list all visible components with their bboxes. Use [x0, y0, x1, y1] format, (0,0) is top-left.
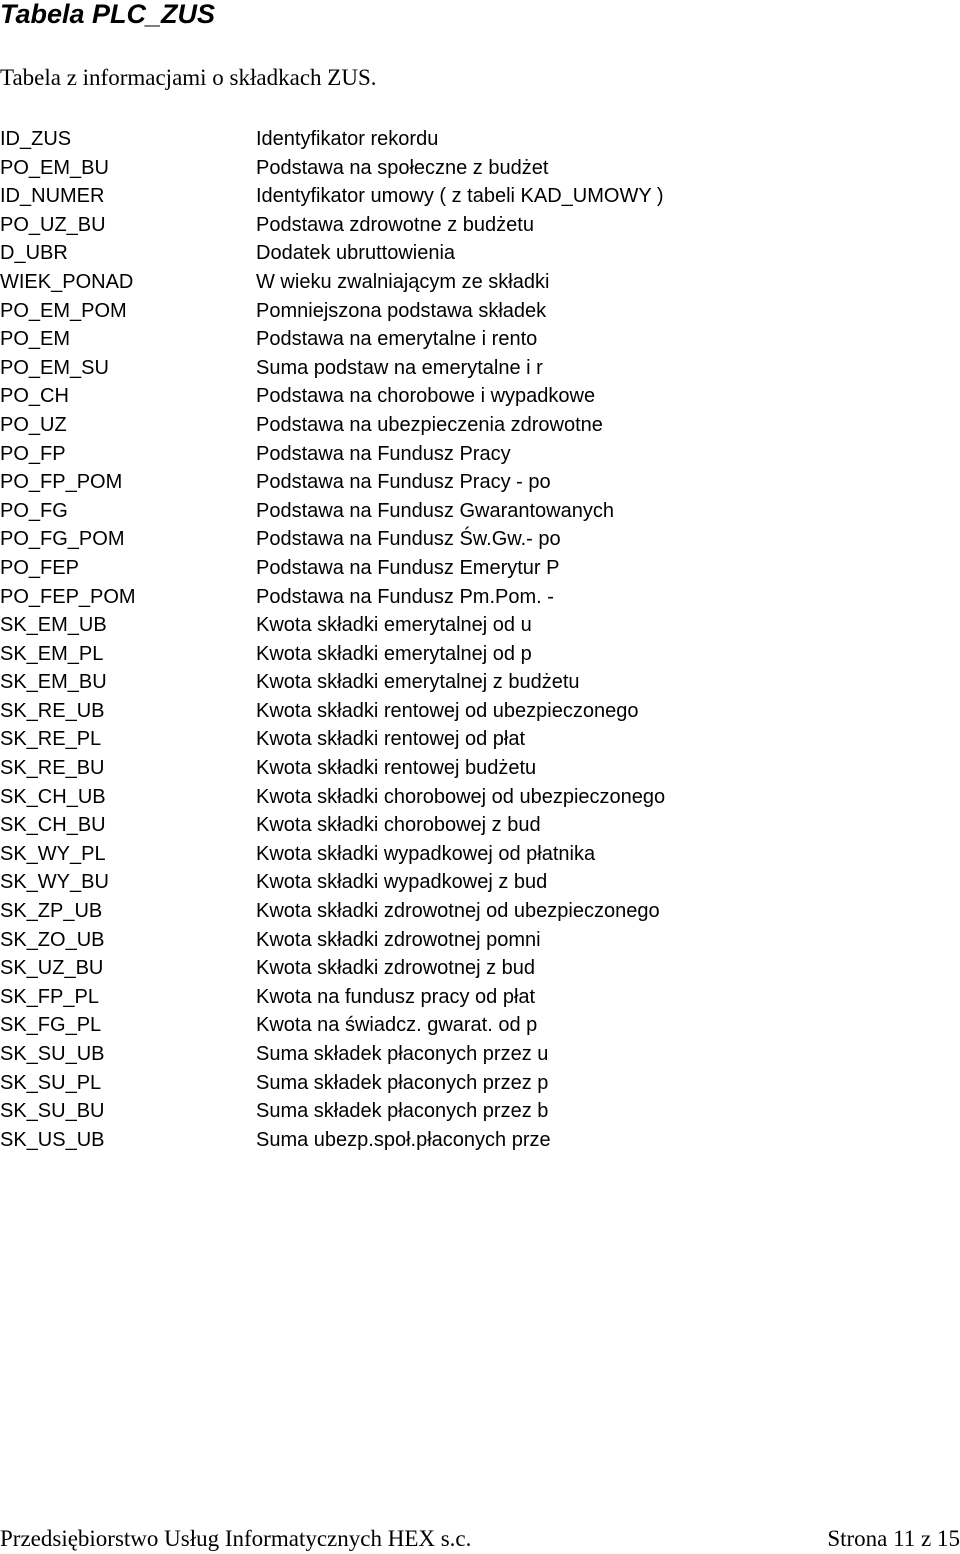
field-description: Podstawa na Fundusz Emerytur P [256, 556, 560, 579]
field-name: PO_EM_BU [0, 156, 109, 179]
field-row [0, 897, 940, 926]
field-row [0, 1126, 940, 1155]
field-row [0, 754, 940, 783]
field-row [0, 354, 940, 383]
field-description: Kwota składki zdrowotnej z bud [256, 957, 536, 980]
field-name: SK_EM_PL [0, 642, 104, 665]
footer-page-number: Strona 11 z 15 [827, 1526, 960, 1551]
field-row [0, 239, 940, 268]
field-name: PO_FP [0, 442, 66, 465]
field-row [0, 554, 940, 583]
field-name: SK_WY_PL [0, 842, 106, 865]
document-subtitle: Tabela z informacjami o składkach ZUS. [0, 65, 377, 90]
field-row [0, 583, 940, 612]
field-row [0, 868, 940, 897]
field-row [0, 440, 940, 469]
field-row [0, 725, 940, 754]
field-description: Suma składek płaconych przez p [256, 1071, 549, 1094]
field-list [0, 125, 940, 1154]
field-row [0, 525, 940, 554]
field-description: Podstawa na chorobowe i wypadkowe [256, 385, 596, 408]
page-footer [0, 1524, 960, 1554]
field-row [0, 983, 940, 1012]
field-description: Dodatek ubruttowienia [256, 242, 456, 265]
field-name: SK_SU_UB [0, 1043, 105, 1065]
field-name: D_UBR [0, 242, 68, 265]
field-name: SK_WY_BU [0, 871, 109, 894]
field-name: SK_RE_PL [0, 728, 102, 751]
field-name: SK_FG_PL [0, 1014, 102, 1037]
field-row [0, 783, 940, 812]
field-row [0, 697, 940, 726]
field-description: Identyfikator umowy ( z tabeli KAD_UMOWY ) [256, 185, 664, 208]
field-row [0, 811, 940, 840]
field-row [0, 325, 940, 354]
field-row [0, 497, 940, 526]
field-row [0, 840, 940, 869]
field-description: Identyfikator rekordu [256, 128, 439, 150]
field-description: Kwota składki emerytalnej od p [256, 642, 532, 665]
field-description: Podstawa zdrowotne z budżetu [256, 213, 534, 236]
field-name: PO_FP_POM [0, 471, 123, 494]
field-row [0, 154, 940, 183]
field-name: PO_EM_SU [0, 356, 109, 379]
field-description: Kwota składki rentowej budżetu [256, 757, 537, 780]
field-description: Kwota składki chorobowej z bud [256, 814, 541, 837]
field-row [0, 125, 940, 154]
field-row [0, 668, 940, 697]
field-description: Podstawa na Fundusz Pm.Pom. - [256, 585, 554, 608]
field-name: ID_NUMER [0, 185, 105, 208]
field-name: PO_FEP_POM [0, 585, 136, 608]
field-name: PO_UZ [0, 413, 67, 436]
field-name: SK_RE_BU [0, 757, 105, 780]
field-row [0, 411, 940, 440]
field-description: Podstawa na emerytalne i rento [256, 328, 538, 351]
field-description: Podstawa na społeczne z budżet [256, 156, 549, 179]
field-row [0, 211, 940, 240]
field-description: W wieku zwalniającym ze składki [256, 270, 550, 293]
field-name: WIEK_PONAD [0, 270, 134, 293]
field-name: PO_FG [0, 499, 68, 522]
field-description: Suma podstaw na emerytalne i r [256, 356, 543, 379]
field-description: Podstawa na Fundusz Pracy - po [256, 471, 551, 494]
field-row [0, 1097, 940, 1126]
field-row [0, 611, 940, 640]
field-row [0, 1040, 940, 1069]
field-name: SK_UZ_BU [0, 957, 104, 980]
field-name: PO_EM_POM [0, 299, 127, 322]
field-description: Kwota na fundusz pracy od płat [256, 985, 536, 1008]
field-name: SK_EM_UB [0, 614, 107, 637]
field-description: Pomniejszona podstawa składek [256, 299, 547, 322]
field-description: Suma składek płaconych przez b [256, 1100, 549, 1123]
field-description: Kwota składki wypadkowej z bud [256, 871, 548, 894]
field-name: SK_FP_PL [0, 985, 99, 1008]
field-description: Kwota składki emerytalnej z budżetu [256, 671, 580, 694]
field-description: Kwota składki chorobowej od ubezpieczonego [256, 785, 666, 808]
field-name: SK_SU_BU [0, 1100, 105, 1123]
field-name: SK_CH_UB [0, 785, 106, 808]
field-name: SK_SU_PL [0, 1071, 102, 1094]
field-name: SK_US_UB [0, 1128, 105, 1151]
field-name: ID_ZUS [0, 128, 72, 150]
field-row [0, 382, 940, 411]
field-name: SK_RE_UB [0, 699, 105, 722]
field-name: PO_FG_POM [0, 528, 125, 551]
document-title: Tabela PLC_ZUS [0, 0, 216, 29]
field-name: PO_EM [0, 328, 71, 351]
field-description: Podstawa na Fundusz Pracy [256, 442, 511, 465]
field-description: Suma składek płaconych przez u [256, 1043, 549, 1065]
field-name: SK_EM_BU [0, 671, 107, 694]
field-description: Podstawa na ubezpieczenia zdrowotne [256, 413, 603, 436]
field-name: SK_CH_BU [0, 814, 106, 837]
field-name: SK_ZP_UB [0, 900, 103, 923]
field-name: SK_ZO_UB [0, 928, 105, 951]
field-description: Kwota na świadcz. gwarat. od p [256, 1014, 538, 1037]
field-row [0, 297, 940, 326]
field-row [0, 640, 940, 669]
field-row [0, 926, 940, 955]
field-description: Podstawa na Fundusz Gwarantowanych [256, 499, 614, 522]
field-description: Kwota składki zdrowotnej pomni [256, 928, 541, 951]
field-row [0, 268, 940, 297]
field-description: Suma ubezp.społ.płaconych prze [256, 1128, 551, 1151]
field-row [0, 1069, 940, 1098]
footer-company: Przedsiębiorstwo Usług Informatycznych HEX s.c. [0, 1526, 472, 1551]
field-row [0, 954, 940, 983]
field-description: Kwota składki rentowej od płat [256, 728, 526, 751]
field-row [0, 182, 940, 211]
field-row [0, 468, 940, 497]
field-description: Kwota składki emerytalnej od u [256, 614, 532, 637]
field-description: Kwota składki wypadkowej od płatnika [256, 842, 596, 865]
field-name: PO_UZ_BU [0, 213, 106, 236]
field-description: Podstawa na Fundusz Św.Gw.- po [256, 528, 561, 551]
field-description: Kwota składki rentowej od ubezpieczonego [256, 699, 639, 722]
field-name: PO_FEP [0, 556, 79, 579]
field-row [0, 1011, 940, 1040]
field-name: PO_CH [0, 385, 69, 408]
field-description: Kwota składki zdrowotnej od ubezpieczonego [256, 900, 660, 923]
